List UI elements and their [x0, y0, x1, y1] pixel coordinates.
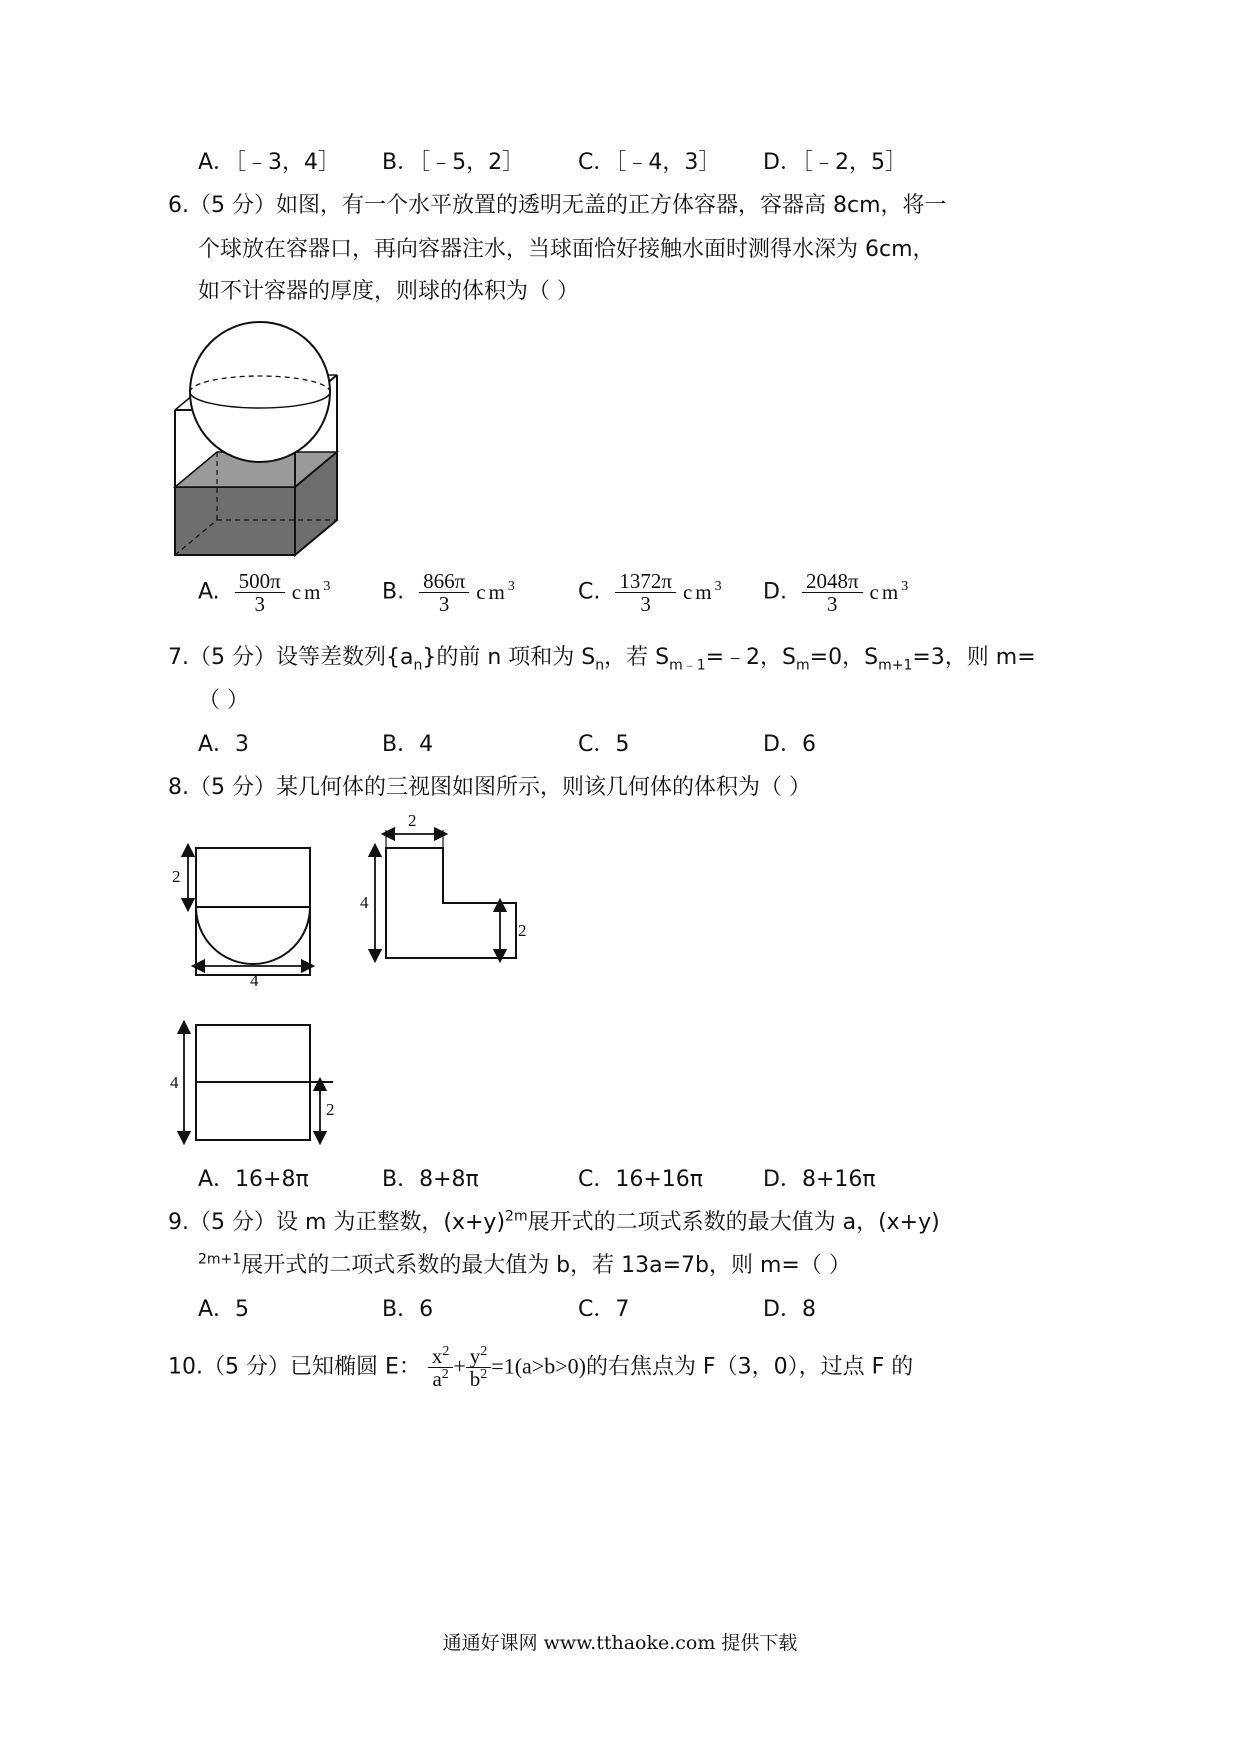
- q7-option-a: A．3: [198, 732, 250, 757]
- q8-side-view: [358, 810, 538, 962]
- q7-option-d: D．6: [763, 732, 816, 757]
- q6-option-a: [198, 570, 330, 615]
- q9-option-d: D．8: [763, 1297, 816, 1322]
- q8-option-a: A．16+8π: [198, 1167, 309, 1192]
- q6-option-a-letter: A.: [198, 579, 220, 605]
- q6-option-a-denominator: 3: [254, 592, 265, 617]
- q7-text-part: =﹣2，S: [705, 645, 797, 670]
- q9-text-line1: [168, 1205, 940, 1236]
- q7-text-line2: （ ）: [198, 688, 249, 713]
- q6-option-d-fraction: [802, 570, 863, 615]
- q5-option-b: B．［﹣5，2］: [382, 150, 525, 175]
- q8-side-right-label: 2: [518, 921, 527, 940]
- q8-option-b: B．8+8π: [382, 1167, 479, 1192]
- q8-front-view: [168, 840, 318, 990]
- q10-condition: =1(a>b>0): [491, 1353, 586, 1379]
- q6-option-b: [382, 570, 515, 615]
- q10-frac-x-num: x: [431, 1344, 443, 1368]
- q7-text-part: =3，则 m=: [912, 645, 1036, 670]
- q7-subscript: n: [413, 657, 423, 674]
- q7-text-part: =0，S: [809, 645, 879, 670]
- q7-subscript: n: [595, 657, 605, 674]
- q9-option-b: B．6: [382, 1297, 434, 1322]
- q10-frac-x-den: a: [432, 1367, 442, 1392]
- q6-option-d-letter: D.: [763, 579, 787, 605]
- q5-option-a: A．［﹣3，4］: [198, 150, 341, 175]
- q6-option-c-exp: 3: [714, 579, 722, 595]
- q6-option-c-denominator: 3: [640, 592, 651, 617]
- q9-option-c: C．7: [578, 1297, 630, 1322]
- q5-option-c: C．［﹣4，3］: [578, 150, 721, 175]
- q6-option-a-unit: cm: [291, 580, 324, 605]
- q6-option-d-numerator: 2048π: [802, 570, 863, 593]
- q10-frac-y-den: b: [469, 1367, 481, 1392]
- q10-exp: 2: [480, 1344, 488, 1359]
- q7-text-part: ，若 S: [604, 645, 670, 670]
- q8-text-line1: 8.（5 分）某几何体的三视图如图所示，则该几何体的体积为（ ）: [168, 775, 811, 800]
- q7-text-part: }的前 n 项和为 S: [422, 645, 596, 670]
- q10-exp: 2: [442, 1344, 450, 1359]
- q7-subscript: m+1: [878, 657, 913, 674]
- q9-exponent: 2m+1: [198, 1251, 242, 1268]
- q10-text-part: 的右焦点为 F（3，0），过点 F 的: [585, 1354, 914, 1380]
- q6-option-c-fraction: [615, 570, 676, 615]
- q10-exp: 2: [480, 1367, 488, 1383]
- q10-exp: 2: [441, 1367, 449, 1383]
- q6-option-d: [763, 570, 908, 615]
- q7-option-c: C．5: [578, 732, 630, 757]
- q6-option-c-letter: C.: [578, 579, 601, 605]
- q6-option-d-exp: 3: [901, 579, 909, 595]
- q5-option-d: D．［﹣2，5］: [763, 150, 907, 175]
- q7-subscript: m: [796, 657, 810, 674]
- q6-option-a-exp: 3: [323, 579, 331, 595]
- q6-option-a-fraction: [235, 570, 285, 615]
- q6-text-line2: 个球放在容器口，再向容器注水，当球面恰好接触水面时测得水深为 6cm，: [198, 237, 935, 262]
- q8-top-view: [168, 1020, 338, 1145]
- q8-option-c: C．16+16π: [578, 1167, 704, 1192]
- q6-option-a-numerator: 500π: [235, 570, 285, 593]
- q8-option-d: D．8+16π: [763, 1167, 876, 1192]
- q9-option-a: A．5: [198, 1297, 250, 1322]
- page-footer: 通通好课网 www.tthaoke.com 提供下载: [442, 1632, 798, 1654]
- q6-option-c-numerator: 1372π: [615, 570, 676, 593]
- q6-option-b-exp: 3: [507, 579, 515, 595]
- q7-option-b: B．4: [382, 732, 434, 757]
- q6-option-b-numerator: 866π: [419, 570, 469, 593]
- q6-option-b-letter: B.: [382, 579, 405, 605]
- q6-option-b-fraction: [419, 570, 469, 615]
- q9-text-part: 展开式的二项式系数的最大值为 a，(x+y): [527, 1210, 940, 1235]
- q6-option-c-unit: cm: [682, 580, 715, 605]
- q7-text-part: 7.（5 分）设等差数列{a: [168, 645, 414, 670]
- q9-text-line2: [198, 1248, 851, 1279]
- q6-option-b-unit: cm: [476, 580, 508, 605]
- q8-front-width-label: 4: [250, 971, 259, 990]
- q10-fraction-x: [428, 1345, 454, 1390]
- q10-frac-y-num: y: [469, 1344, 481, 1368]
- q8-side-top-label: 2: [408, 811, 417, 830]
- q7-text-line1: [168, 640, 1036, 674]
- q6-option-b-denominator: 3: [438, 592, 450, 617]
- q9-text-part: 展开式的二项式系数的最大值为 b，若 13a=7b，则 m=（ ）: [241, 1253, 851, 1278]
- q10-text-line1: [168, 1345, 913, 1390]
- q6-option-d-denominator: 3: [826, 592, 838, 617]
- q8-top-right-label: 2: [326, 1100, 335, 1119]
- q8-front-height-label: 2: [172, 867, 181, 886]
- q6-option-d-unit: cm: [869, 580, 902, 605]
- q6-option-c: [578, 570, 722, 615]
- q8-side-left-label: 4: [360, 893, 369, 912]
- q8-top-left-label: 4: [170, 1073, 179, 1092]
- q6-text-line1: 6.（5 分）如图，有一个水平放置的透明无盖的正方体容器，容器高 8cm，将一: [168, 193, 947, 218]
- q7-subscript: m﹣1: [669, 657, 706, 674]
- q6-cube-sphere-figure: [170, 320, 350, 560]
- q9-text-part: 9.（5 分）设 m 为正整数，(x+y): [168, 1210, 506, 1235]
- q6-text-line3: 如不计容器的厚度，则球的体积为（ ）: [198, 279, 579, 304]
- q10-plus: +: [453, 1353, 466, 1379]
- q10-text-part: 10.（5 分）已知椭圆 E：: [168, 1354, 421, 1380]
- q9-exponent: 2m: [505, 1208, 528, 1225]
- q10-fraction-y: [466, 1345, 492, 1390]
